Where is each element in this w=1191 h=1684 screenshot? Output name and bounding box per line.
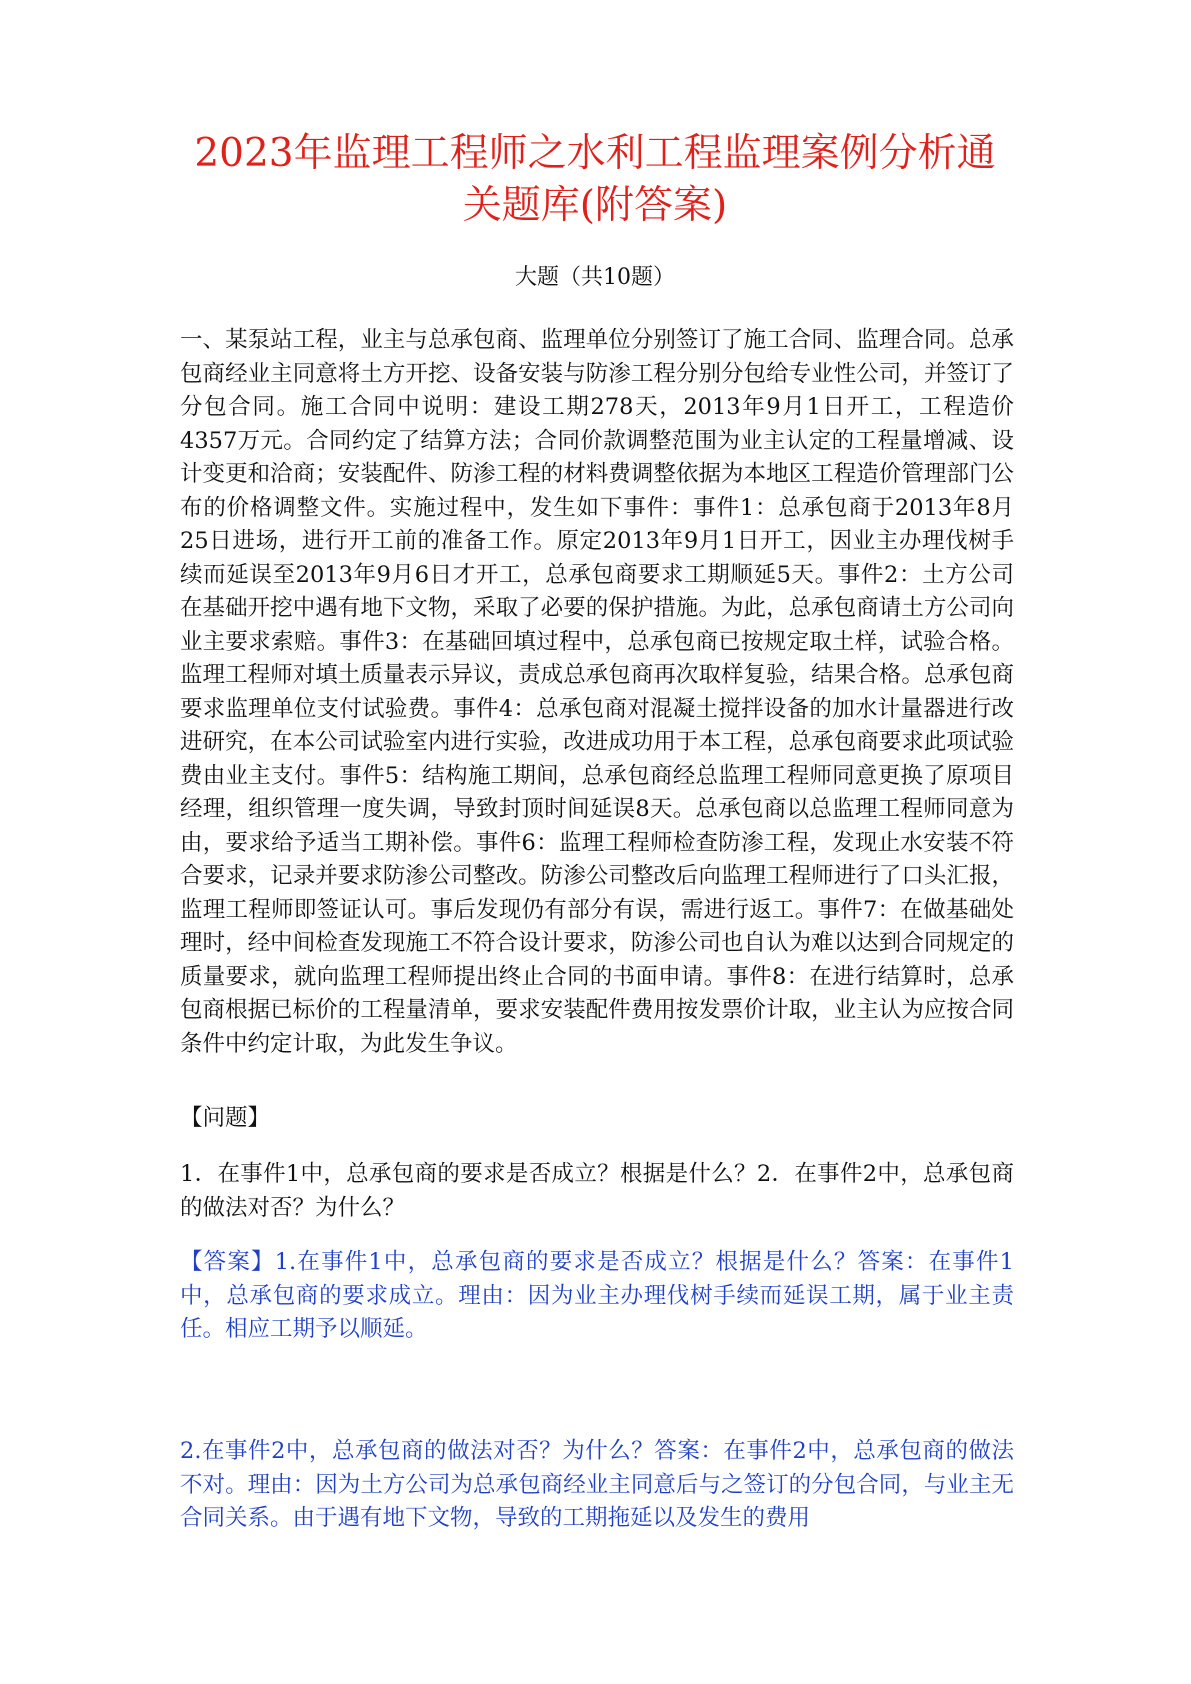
questions-text: 1．在事件1中，总承包商的要求是否成立？根据是什么？2．在事件2中，总承包商的做法对否？为什么？: [180, 1161, 1014, 1221]
section-heading: 大题（共10题）: [515, 265, 675, 290]
answer-1: [180, 1246, 1014, 1347]
question-heading: 【问题】: [180, 1105, 271, 1131]
answer-1-text: 1.在事件1中，总承包商的要求是否成立？根据是什么？答案：在事件1中，总承包商的要求成立。理由：因为业主办理伐树手续而延误工期，属于业主责任。相应工期予以顺延。: [180, 1249, 1014, 1342]
case-description: 一、某泵站工程，业主与总承包商、监理单位分别签订了施工合同、监理合同。总承包商经业主同意将土方开挖、设备安装与防渗工程分别分包给专业性公司，并签订了分包合同。施工合同中说明：建设工期278天，2013年9月1日开工，工程造价4357万元。合同约定了结算方法；合同价款调整范围为业主认定的工程量增减、设计变更和洽商；安装配件、防渗工程的材料费调整依据为本地区工程造价管理部门公布的价格调整文件。实施过程中，发生如下事件：事件1：总承包商于2013年8月25日进场，进行开工前的准备工作。原定2013年9月1日开工，因业主办理伐树手续而延误至2013年9月6日才开工，总承包商要求工期顺延5天。事件2：土方公司在基础开挖中遇有地下文物，采取了必要的保护措施。为此，总承包商请土方公司向业主要求索赔。事件3：在基础回填过程中，总承包商已按规定取土样，试验合格。监理工程师对填土质量表示异议，责成总承包商再次取样复验，结果合格。总承包商要求监理单位支付试验费。事件4：总承包商对混凝土搅拌设备的加水计量器进行改进研究，在本公司试验室内进行实验，改进成功用于本工程，总承包商要求此项试验费由业主支付。事件5：结构施工期间，总承包商经总监理工程师同意更换了原项目经理，组织管理一度失调，导致封顶时间延误8天。总承包商以总监理工程师同意为由，要求给予适当工期补偿。事件6：监理工程师检查防渗工程，发现止水安装不符合要求，记录并要求防渗公司整改。防渗公司整改后向监理工程师进行了口头汇报，监理工程师即签证认可。事后发现仍有部分有误，需进行返工。事件7：在做基础处理时，经中间检查发现施工不符合设计要求，防渗公司也自认为难以达到合同规定的质量要求，就向监理工程师提出终止合同的书面申请。事件8：在进行结算时，总承包商根据已标价的工程量清单，要求安装配件费用按发票价计取，业主认为应按合同条件中约定计取，为此发生争议。: [180, 327, 1014, 1057]
document-title: 2023年监理工程师之水利工程监理案例分析通关题库(附答案): [194, 131, 996, 228]
answer-tag: 【答案】: [180, 1249, 275, 1275]
answer-2: 2.在事件2中，总承包商的做法对否？为什么？答案：在事件2中，总承包商的做法不对。理由：因为土方公司为总承包商经业主同意后与之签订的分包合同，与业主无合同关系。由于遇有地下文物，导致的工期拖延以及发生的费用: [180, 1438, 1014, 1531]
